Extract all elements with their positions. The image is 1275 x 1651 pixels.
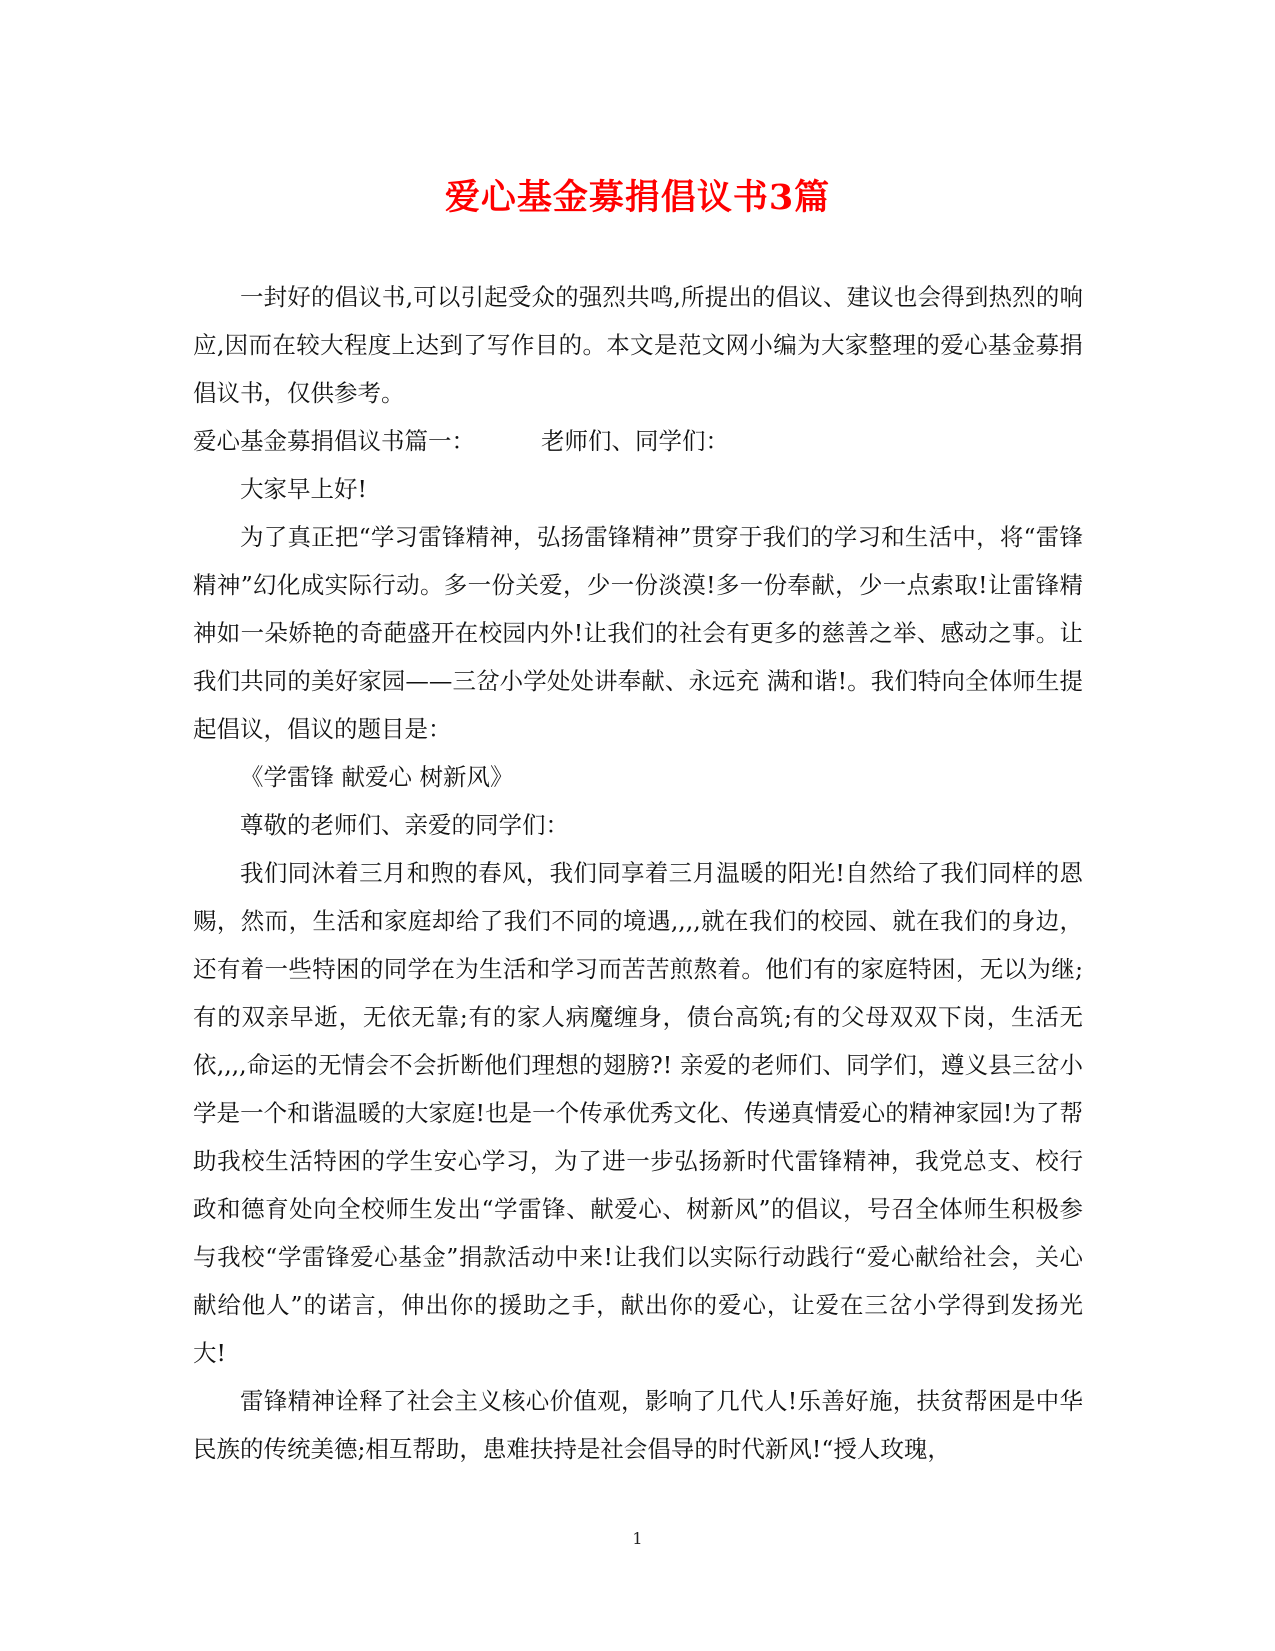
section-salutation: 老师们、同学们： [541,427,729,455]
document-body [193,273,1083,1473]
document-title: 爱心基金募捐倡议书3篇 [444,177,831,218]
page-number: 1 [632,1529,643,1548]
body-paragraph-1: 为了真正把“学习雷锋精神，弘扬雷锋精神”贯穿于我们的学习和生活中，将“雷锋精神”幻化成实际行动。多一份关爱，少一份淡漠!多一份奉献，少一点索取!让雷锋精神如一朵娇艳的奇葩盛开在校园内外!让我们的社会有更多的慈善之举、感动之事。让我们共同的美好家园——三岔小学处处讲奉献、永远充 满和谐!。我们特向全体师生提起倡议，倡议的题目是： [193,523,1083,743]
body-paragraph-2: 我们同沐着三月和煦的春风，我们同享着三月温暖的阳光!自然给了我们同样的恩赐，然而，生活和家庭却给了我们不同的境遇,,,,就在我们的校园、就在我们的身边，还有着一些特困的同学在为生活和学习而苦苦煎熬着。他们有的家庭特困，无以为继;有的双亲早逝，无依无靠;有的家人病魔缠身，债台高筑;有的父母双双下岗，生活无依,,,,命运的无情会不会折断他们理想的翅膀?! 亲爱的老师们、同学们，遵义县三岔小学是一个和谐温暖的大家庭!也是一个传承优秀文化、传递真情爱心的精神家园!为了帮助我校生活特困的学生安心学习，为了进一步弘扬新时代雷锋精神，我党总支、校行政和德育处向全校师生发出“学雷锋、献爱心、树新风”的倡议，号召全体师生积极参与我校“学雷锋爱心基金”捐款活动中来!让我们以实际行动践行“爱心献给社会，关心献给他人”的诺言，伸出你的援助之手，献出你的爱心，让爱在三岔小学得到发扬光大! [193,859,1083,1367]
section-heading-line [193,417,1083,465]
section-heading: 爱心基金募捐倡议书篇一： [193,427,475,455]
greeting-paragraph: 大家早上好! [240,475,367,503]
slogan-line: 《学雷锋 献爱心 树新风》 [240,763,514,791]
intro-paragraph: 一封好的倡议书,可以引起受众的强烈共鸣,所提出的倡议、建议也会得到热烈的响应,因而在较大程度上达到了写作目的。本文是范文网小编为大家整理的爱心基金募捐倡议书，仅供参考。 [193,283,1083,407]
salutation-paragraph: 尊敬的老师们、亲爱的同学们： [240,811,569,839]
body-paragraph-3: 雷锋精神诠释了社会主义核心价值观，影响了几代人!乐善好施，扶贫帮困是中华民族的传统美德;相互帮助，患难扶持是社会倡导的时代新风!“授人玫瑰， [193,1387,1083,1463]
